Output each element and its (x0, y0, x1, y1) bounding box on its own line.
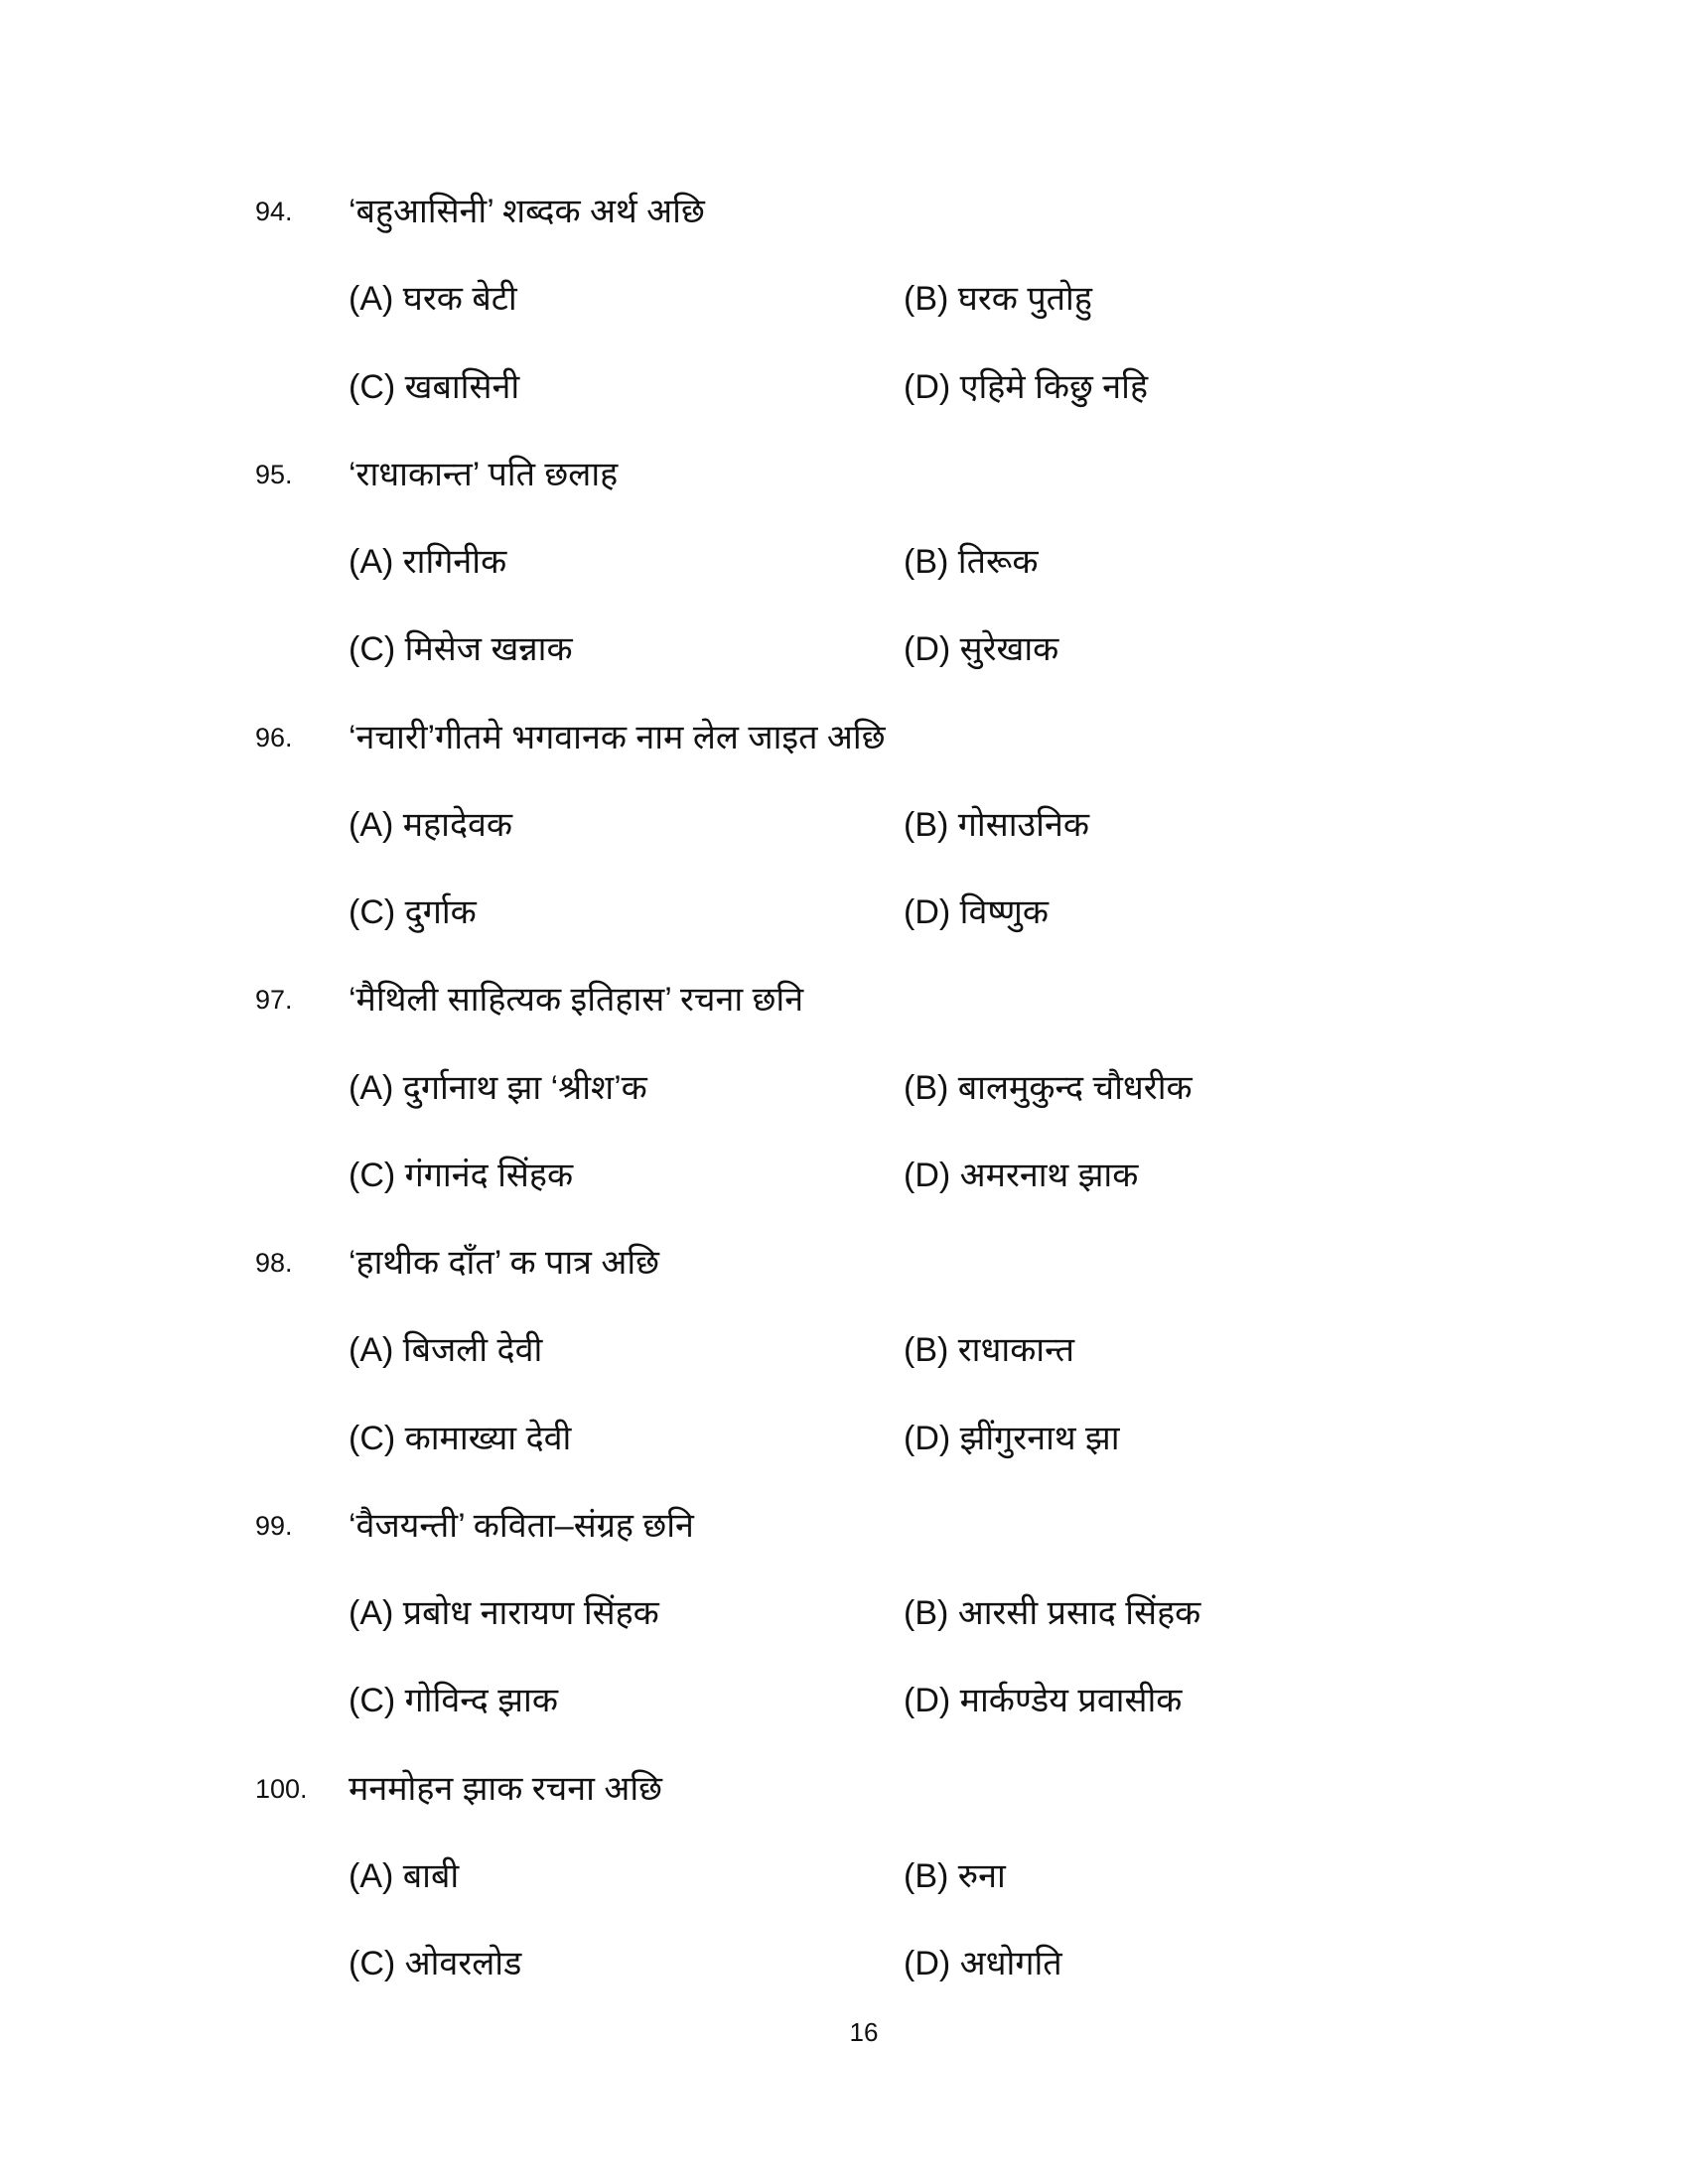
option-c: (C) खबासिनी (349, 367, 520, 406)
option-b: (B) आरसी प्रसाद सिंहक (904, 1594, 1201, 1632)
option-d: (D) मार्कण्डेय प्रवासीक (904, 1682, 1183, 1720)
option-c: (C) कामाख्या देवी (349, 1419, 572, 1457)
question-text: ‘राधाकान्त’ पति छलाह (349, 455, 619, 493)
question-text: ‘मैथिली साहित्यक इतिहास’ रचना छनि (349, 981, 804, 1020)
option-b: (B) गोसाउनिक (904, 805, 1089, 844)
options-row (0, 1151, 1688, 1200)
option-d: (D) एहिमे किछु नहि (904, 367, 1149, 406)
option-b: (B) तिरूक (904, 543, 1039, 581)
option-c: (C) दुर्गाक (349, 893, 477, 931)
option-b: (B) रुना (904, 1856, 1006, 1895)
options-row (0, 800, 1688, 850)
option-d: (D) सुरेखाक (904, 630, 1059, 669)
question-row (0, 1764, 1688, 1814)
option-a: (A) रागिनीक (349, 543, 507, 581)
options-row (0, 1063, 1688, 1113)
question-text: ‘हाथीक दाँत’ क पात्र अछि (349, 1244, 659, 1282)
options-row (0, 1588, 1688, 1638)
options-row (0, 274, 1688, 324)
question-row (0, 1238, 1688, 1288)
option-d: (D) विष्णुक (904, 893, 1049, 931)
option-c: (C) गंगानंद सिंहक (349, 1156, 574, 1194)
question-row (0, 187, 1688, 236)
options-row (0, 362, 1688, 412)
question-number: 98. (255, 1248, 293, 1278)
question-number: 97. (255, 985, 293, 1016)
options-row (0, 887, 1688, 937)
option-c: (C) ओवरलोड (349, 1945, 522, 1982)
question-text: ‘नचारी’गीतमे भगवानक नाम लेल जाइत अछि (349, 718, 886, 756)
question-number: 100. (255, 1773, 308, 1804)
question-number: 94. (255, 197, 293, 226)
option-a: (A) बिजली देवी (349, 1331, 543, 1370)
option-a: (A) दुर्गानाथ झा ‘श्रीश’क (349, 1068, 647, 1107)
option-d: (D) झींगुरनाथ झा (904, 1419, 1120, 1457)
option-b: (B) बालमुकुन्द चौधरीक (904, 1068, 1193, 1107)
option-b: (B) राधाकान्त (904, 1331, 1074, 1370)
option-c: (C) गोविन्द झाक (349, 1682, 558, 1720)
options-row (0, 537, 1688, 587)
option-d: (D) अधोगति (904, 1945, 1062, 1982)
question-text: ‘वैजयन्ती’ कविता–संग्रह छनि (349, 1506, 694, 1545)
question-number: 96. (255, 722, 293, 752)
option-b: (B) घरक पुतोहु (904, 280, 1092, 319)
question-row (0, 450, 1688, 499)
option-a: (A) घरक बेटी (349, 280, 517, 319)
question-number: 99. (255, 1510, 293, 1541)
question-text: मनमोहन झाक रचना अछि (349, 1769, 663, 1808)
options-row (0, 1851, 1688, 1901)
question-row (0, 975, 1688, 1024)
question-number: 95. (255, 459, 293, 489)
option-d: (D) अमरनाथ झाक (904, 1156, 1139, 1194)
options-row (0, 1325, 1688, 1375)
page-number: 16 (849, 2017, 879, 2047)
options-row (0, 624, 1688, 674)
question-row (0, 1501, 1688, 1551)
option-a: (A) प्रबोध नारायण सिंहक (349, 1594, 659, 1632)
question-row (0, 713, 1688, 762)
question-text: ‘बहुआसिनी’ शब्दक अर्थ अछि (349, 193, 705, 230)
options-row (0, 1414, 1688, 1463)
option-a: (A) बाबी (349, 1856, 460, 1895)
options-row (0, 1676, 1688, 1725)
option-c: (C) मिसेज खन्नाक (349, 630, 573, 669)
options-row (0, 1939, 1688, 1988)
option-a: (A) महादेवक (349, 805, 513, 844)
